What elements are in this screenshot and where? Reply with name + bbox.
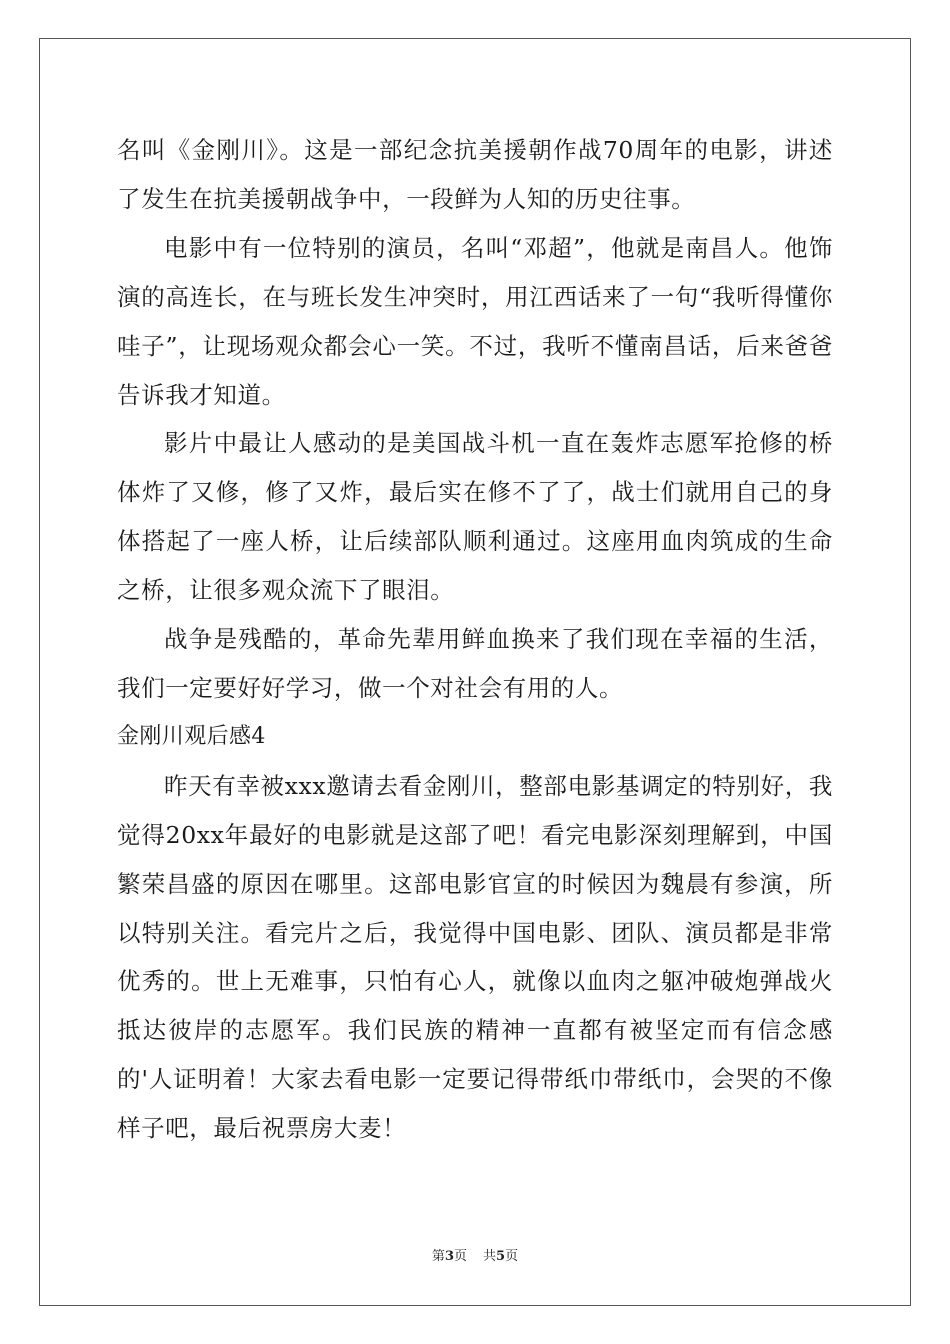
document-body (117, 126, 833, 1153)
paragraph-3: 影片中最让人感动的是美国战斗机一直在轰炸志愿军抢修的桥体炸了又修，修了又炸，最后实在修不了了，战士们就用自己的身体搭起了一座人桥，让后续部队顺利通过。这座用血肉筑成的生命之桥，让很多观众流下了眼泪。 (117, 429, 833, 605)
page-number-suffix: 页 (453, 1249, 467, 1264)
paragraph-5: 昨天有幸被xxx邀请去看金刚川，整部电影基调定的特别好，我觉得20xx年最好的电影就是这部了吧！看完电影深刻理解到，中国繁荣昌盛的原因在哪里。这部电影官宣的时候因为魏晨有参演，所以特别关注。看完片之后，我觉得中国电影、团队、演员都是非常优秀的。世上无难事，只怕有心人，就像以血肉之躯冲破炮弹战火抵达彼岸的志愿军。我们民族的精神一直都有被坚定而有信念感的'人证明着！大家去看电影一定要记得带纸巾带纸巾，会哭的不像样子吧，最后祝票房大麦！ (117, 771, 833, 1143)
paragraph-2: 电影中有一位特别的演员，名叫“邓超”，他就是南昌人。他饰演的高连长，在与班长发生冲突时，用江西话来了一句“我听得懂你哇子”，让现场观众都会心一笑。不过，我听不懂南昌话，后来爸爸告诉我才知道。 (117, 233, 833, 409)
page-footer (0, 1248, 950, 1266)
paragraph-1: 名叫《金刚川》。这是一部纪念抗美援朝作战70周年的电影，讲述了发生在抗美援朝战争中，一段鲜为人知的历史往事。 (117, 136, 833, 213)
page-total-suffix: 页 (505, 1249, 519, 1264)
paragraph-4: 战争是残酷的，革命先辈用鲜血换来了我们现在幸福的生活，我们一定要好好学习，做一个对社会有用的人。 (117, 625, 833, 702)
page-total-prefix: 共 (483, 1249, 497, 1264)
section-heading: 金刚川观后感4 (117, 723, 266, 749)
page-total: 5 (496, 1249, 506, 1264)
page-number-current: 3 (444, 1249, 454, 1264)
page-number-prefix: 第 (431, 1249, 445, 1264)
